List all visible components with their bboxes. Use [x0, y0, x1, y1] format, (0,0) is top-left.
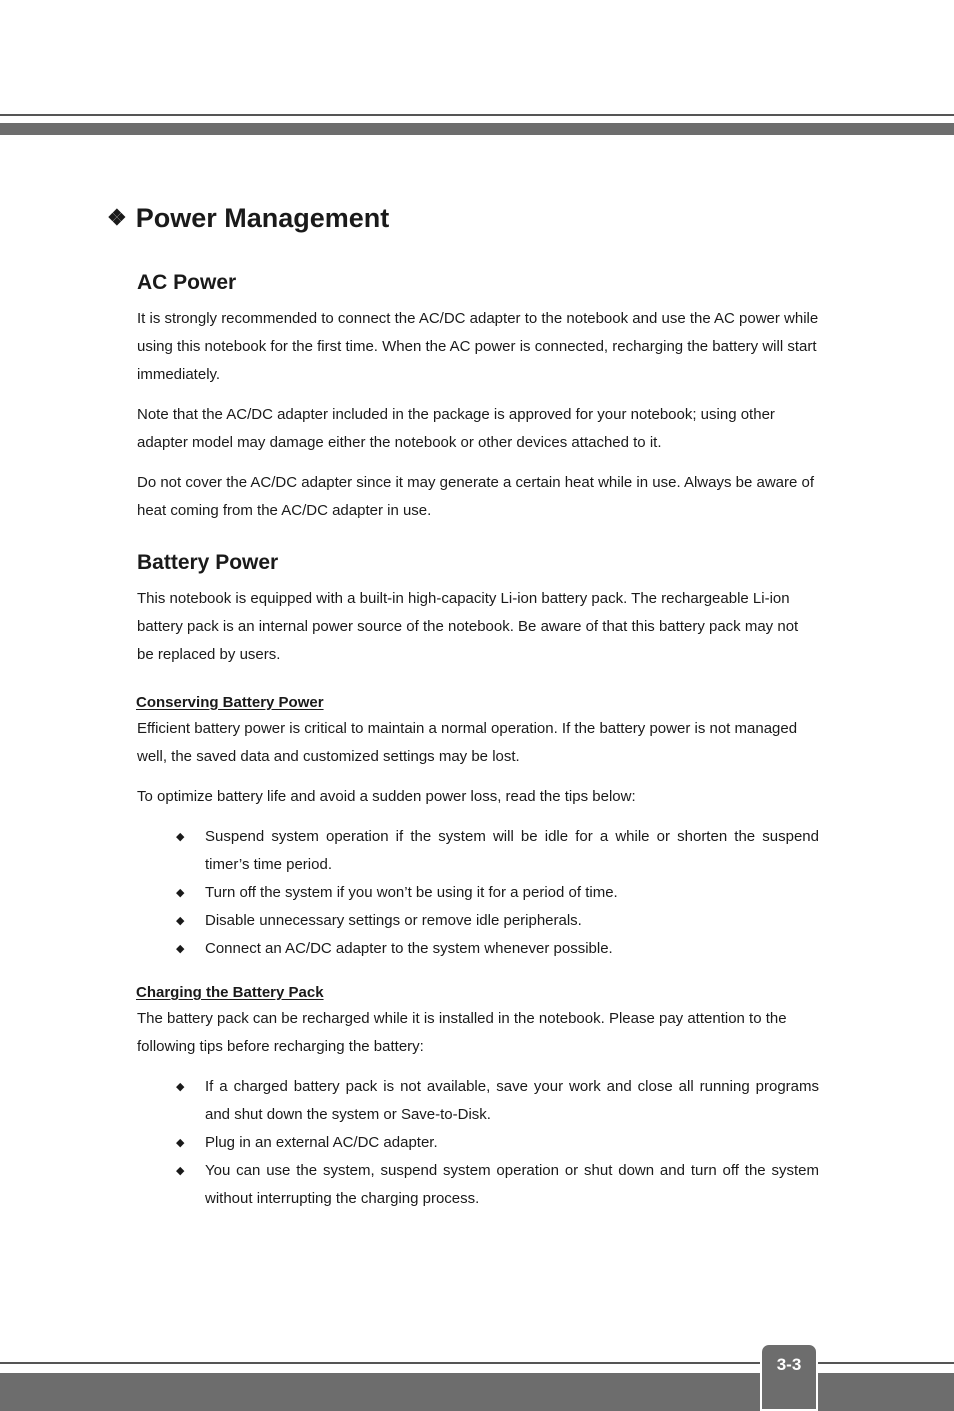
header-rule — [0, 114, 954, 116]
page-content — [137, 268, 819, 1213]
list-item-text: If a charged battery pack is not available, save your work and close all running programs and shut down the system or Save-to-Disk. — [205, 1078, 819, 1123]
diamond-bullet-icon: ◆ — [176, 1137, 185, 1149]
diamond-bullet-icon: ❖ — [107, 205, 127, 230]
page-number: 3-3 — [776, 1355, 802, 1374]
section-title — [107, 200, 389, 236]
diamond-bullet-icon: ◆ — [176, 1165, 185, 1177]
list-item — [137, 1157, 819, 1213]
battery-power-intro: This notebook is equipped with a built-in high-capacity Li-ion battery pack. The rechargeable Li-ion battery pack is an internal power source of the notebook. Be aware of that this battery pack may not be replaced by users. — [137, 590, 799, 663]
list-item-text: Plug in an external AC/DC adapter. — [205, 1134, 438, 1151]
list-item-text: You can use the system, suspend system operation or shut down and turn off the system without interrupting the charging process. — [205, 1162, 819, 1207]
section-title-text: Power Management — [135, 203, 390, 233]
page-number-tab — [760, 1343, 818, 1411]
list-item — [137, 907, 819, 935]
list-item — [137, 1073, 819, 1129]
list-item-text: Suspend system operation if the system will be idle for a while or shorten the suspend timer’s time period. — [205, 828, 819, 873]
charging-battery-heading: Charging the Battery Pack — [136, 984, 324, 1001]
list-item — [137, 823, 819, 879]
ac-power-heading: AC Power — [137, 271, 237, 294]
list-item — [137, 1129, 819, 1157]
header-band — [0, 123, 954, 135]
diamond-bullet-icon: ◆ — [176, 1081, 185, 1093]
conserving-tips-list — [137, 823, 819, 963]
battery-power-heading: Battery Power — [137, 551, 279, 574]
list-item — [137, 879, 819, 907]
charging-paragraph: The battery pack can be recharged while it is installed in the notebook. Please pay attention to the following tips before recharging the battery: — [137, 1010, 787, 1055]
diamond-bullet-icon: ◆ — [176, 831, 185, 843]
list-item — [137, 935, 819, 963]
charging-tips-list — [137, 1073, 819, 1213]
list-item-text: Disable unnecessary settings or remove idle peripherals. — [205, 912, 582, 929]
diamond-bullet-icon: ◆ — [176, 887, 185, 899]
conserving-paragraph: Efficient battery power is critical to maintain a normal operation. If the battery power is not managed well, the saved data and customized settings may be lost. — [137, 720, 798, 765]
list-item-text: Turn off the system if you won’t be using it for a period of time. — [205, 884, 618, 901]
diamond-bullet-icon: ◆ — [176, 915, 185, 927]
diamond-bullet-icon: ◆ — [176, 943, 185, 955]
ac-power-paragraph: Do not cover the AC/DC adapter since it may generate a certain heat while in use. Always be aware of heat coming from the AC/DC adapter in use. — [137, 474, 815, 519]
ac-power-paragraph: It is strongly recommended to connect the AC/DC adapter to the notebook and use the AC power while using this notebook for the first time. When the AC power is connected, recharging the battery will start immediately. — [137, 310, 819, 383]
conserving-paragraph: To optimize battery life and avoid a sudden power loss, read the tips below: — [137, 788, 636, 805]
ac-power-paragraph: Note that the AC/DC adapter included in the package is approved for your notebook; using other adapter model may damage either the notebook or other devices attached to it. — [137, 406, 775, 451]
conserving-battery-heading: Conserving Battery Power — [136, 694, 324, 711]
list-item-text: Connect an AC/DC adapter to the system whenever possible. — [205, 940, 613, 957]
